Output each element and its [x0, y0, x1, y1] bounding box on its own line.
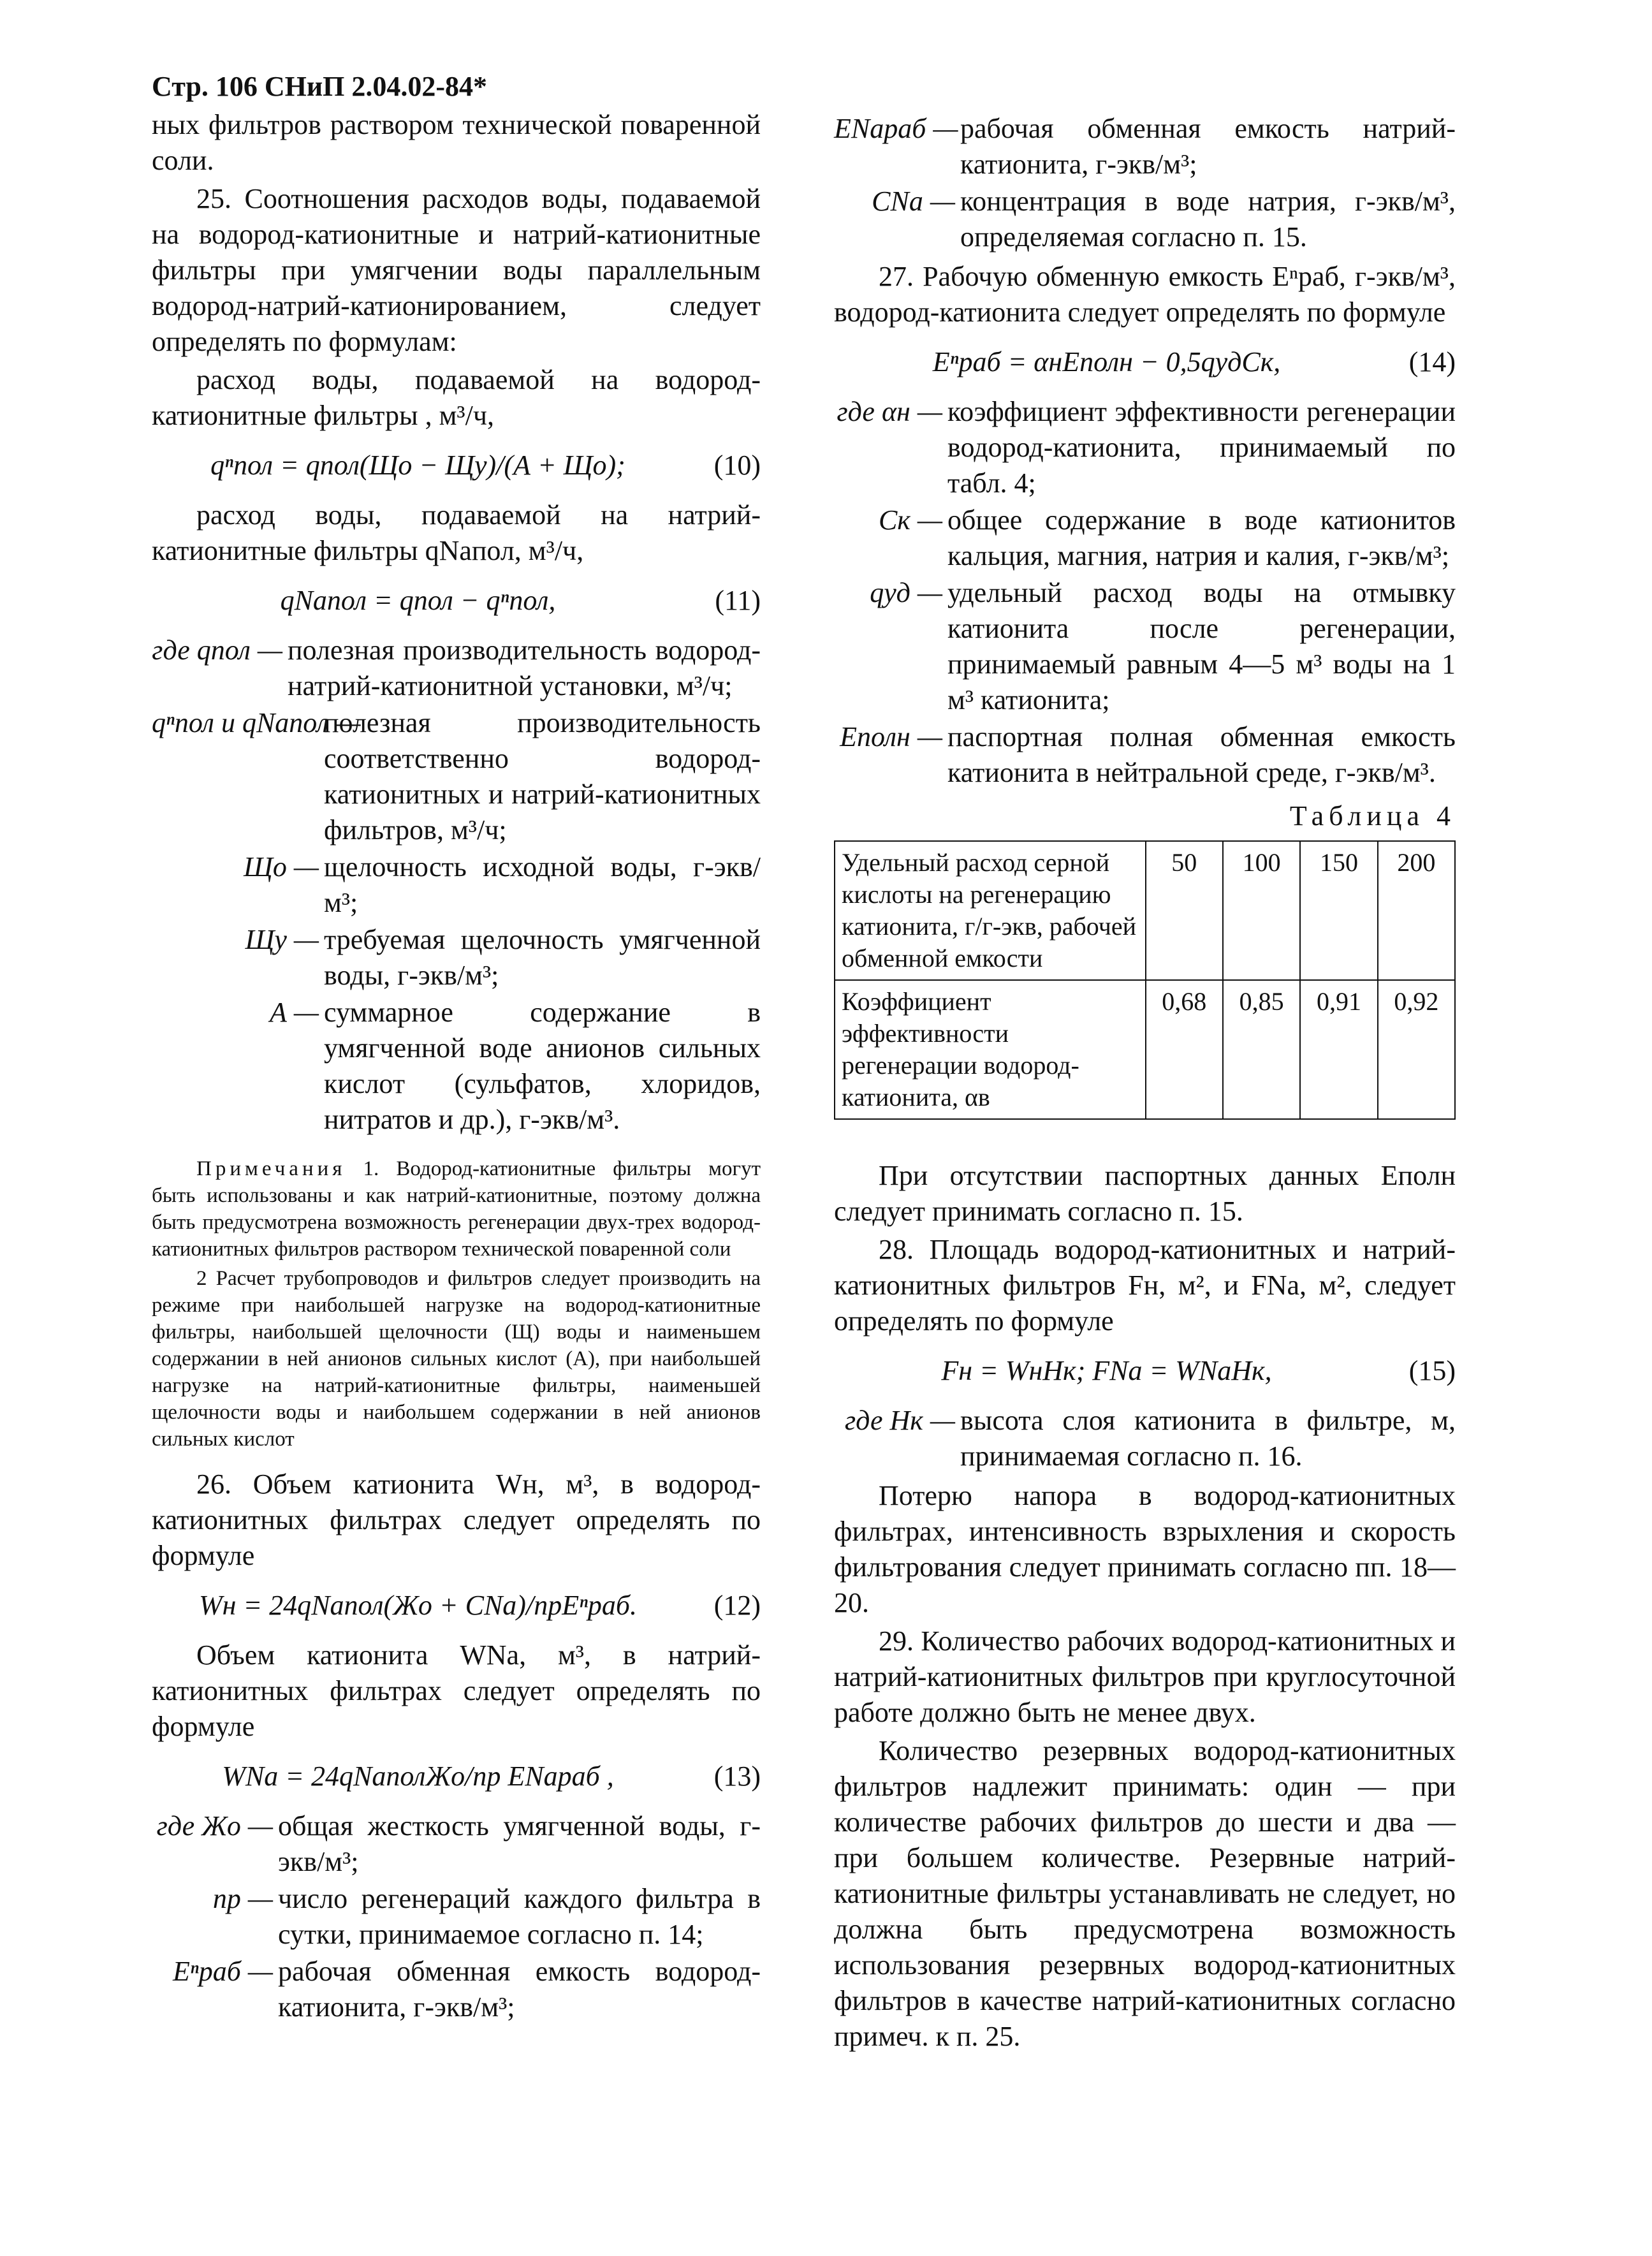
definition-symbol: где qпол — — [152, 634, 282, 666]
table-4 — [834, 840, 1456, 1120]
definition-item — [152, 995, 761, 1138]
formula-14-number: (14) — [1408, 346, 1456, 377]
table-cell: 0,91 — [1300, 980, 1377, 1119]
paragraph-27: 27. Рабочую обменную емкость Eⁿраб, г-экв/м³, водород-катионита следует определять по формуле — [834, 261, 1456, 328]
definition-item — [152, 1808, 761, 1880]
definition-text: полезная производительность соответственно водород-катионитных и натрий-катионитных фильтров, м³/ч; — [324, 707, 761, 846]
formula-15 — [834, 1353, 1456, 1389]
note-1 — [152, 1155, 761, 1263]
formula-13-expr: WNa = 24qNaполЖо/nр ENaраб , — [222, 1761, 614, 1792]
definition-text: коэффициент эффективности регенерации водород-катионита, принимаемый по табл. 4; — [947, 396, 1456, 499]
definition-symbol: Eполн — — [840, 721, 942, 752]
definition-symbol: CNa — — [872, 186, 955, 217]
definition-text: общая жесткость умягченной воды, г-экв/м³; — [278, 1810, 761, 1877]
definition-text: высота слоя катионита в фильтре, м, принимаемая согласно п. 16. — [960, 1405, 1456, 1472]
definition-symbol: qⁿпол и qNaпол — — [152, 707, 361, 738]
note-1-text: 1. Водород-катионитные фильтры могут быть использованы и как натрий-катионитные, поэтому должна быть предусмотрена возможность регенерации двух-трех водород-катионитных фильтров раствором технической поваренной соли — [152, 1157, 761, 1261]
table-cell: 100 — [1223, 841, 1300, 980]
formula-14-expr: Eⁿраб = αнEполн − 0,5qудCк, — [932, 346, 1281, 377]
table-row — [835, 980, 1455, 1119]
definition-text: рабочая обменная емкость натрий-катионита, г-экв/м³; — [960, 113, 1456, 180]
definition-symbol: Що — — [243, 851, 319, 883]
table-row-label: Коэффициент эффективности регенерации водород-катионита, αв — [835, 980, 1146, 1119]
definition-symbol: где Hк — — [845, 1405, 955, 1436]
definition-item — [834, 502, 1456, 574]
definitions-list-3 — [834, 394, 1456, 791]
definition-text: число регенераций каждого фильтра в сутки, принимаемое согласно п. 14; — [278, 1883, 761, 1950]
definition-item — [834, 719, 1456, 791]
table-cell: 0,85 — [1223, 980, 1300, 1119]
formula-12-number: (12) — [713, 1590, 761, 1621]
formula-14 — [834, 344, 1456, 380]
formula-10-number: (10) — [713, 450, 761, 481]
left-column — [152, 107, 761, 2029]
definition-item — [834, 184, 1456, 255]
definition-symbol: Eⁿраб — — [173, 1956, 273, 1987]
definition-text: требуемая щелочность умягченной воды, г-экв/м³; — [324, 924, 761, 991]
formula-11 — [152, 583, 761, 619]
table-cell: 200 — [1378, 841, 1455, 980]
formula-11-expr: qNaпол = qпол − qⁿпол, — [280, 585, 556, 616]
paragraph-26: 26. Объем катионита Wн, м³, в водород-катионитных фильтрах следует определять по формуле — [152, 1469, 761, 1571]
paragraph-28b: Потерю напора в водород-катионитных фильтрах, интенсивность взрыхления и скорость фильтрования следует принимать согласно пп. 18—20. — [834, 1480, 1456, 1618]
definition-text: полезная производительность водород-натрий-катионитной установки, м³/ч; — [288, 634, 761, 701]
paragraph-29b: Количество резервных водород-катионитных фильтров надлежит принимать: один — при количестве рабочих фильтров до шести и два — при большем количестве. Резервные натрий-катионитные фильтры устанавливать не следует, но должна быть предусмотрена возможность использования резервных водород-катионитных фильтров в качестве натрий-катионитных согласно примеч. к п. 25. — [834, 1735, 1456, 2052]
formula-11-number: (11) — [715, 585, 761, 616]
formula-13 — [152, 1759, 761, 1794]
paragraph-25: 25. Соотношения расходов воды, подаваемой на водород-катионитные и натрий-катионитные фильтры при умягчении воды параллельным водород-натрий-катионированием, следует определять по формулам: — [152, 183, 761, 357]
definition-symbol: nр — — [212, 1883, 273, 1914]
definition-item — [152, 633, 761, 704]
table-row — [835, 841, 1455, 980]
formula-15-number: (15) — [1408, 1355, 1456, 1386]
definition-text: паспортная полная обменная емкость катионита в нейтральной среде, г-экв/м³. — [947, 721, 1456, 788]
paragraph-29: 29. Количество рабочих водород-катионитных и натрий-катионитных фильтров при круглосуточной работе должно быть не менее двух. — [834, 1625, 1456, 1728]
definition-item — [152, 1954, 761, 2025]
definition-symbol: Щу — — [245, 924, 319, 955]
paragraph-28: 28. Площадь водород-катионитных и натрий-катионитных фильтров Fн, м², и FNa, м², следует определять по формуле — [834, 1234, 1456, 1337]
definition-text: удельный расход воды на отмывку катионита после регенерации, принимаемый равным 4—5 м³ воды на 1 м³ катионита; — [947, 577, 1456, 715]
definition-item — [152, 1881, 761, 1952]
definition-symbol: где Жо — — [156, 1810, 273, 1842]
formula-12-expr: Wн = 24qNaпол(Жо + CNa)/nрEⁿраб. — [198, 1590, 638, 1621]
definitions-list-0 — [834, 111, 1456, 255]
table-cell: 50 — [1146, 841, 1223, 980]
definition-symbol: А — — [270, 997, 319, 1028]
table-cell: 0,92 — [1378, 980, 1455, 1119]
definition-text: суммарное содержание в умягченной воде анионов сильных кислот (сульфатов, хлоридов, нитратов и др.), г-экв/м³. — [324, 997, 761, 1135]
table-caption: Таблица 4 — [1289, 800, 1456, 831]
notes-block — [152, 1155, 761, 1453]
definition-item — [152, 922, 761, 993]
definition-text: рабочая обменная емкость водород-катионита, г-экв/м³; — [278, 1956, 761, 2023]
definition-symbol: qуд — — [870, 577, 942, 608]
definition-text: общее содержание в воде катионитов кальция, магния, натрия и калия, г-экв/м³; — [947, 504, 1456, 571]
formula-10 — [152, 448, 761, 483]
page-header: Стр. 106 СНиП 2.04.02-84* — [152, 71, 488, 102]
right-column — [834, 107, 1456, 2057]
paragraph-25a: расход воды, подаваемой на водород-катионитные фильтры , м³/ч, — [152, 364, 761, 431]
note-2: 2 Расчет трубопроводов и фильтров следует производить на режиме при наибольшей нагрузке на водород-катионитные фильтры, наибольшей щелочности (Щ) воды и наименьшем содержании в ней анионов сильных кислот (А), при наибольшей нагрузке на натрий-катионитные фильтры, наименьшей щелочности воды и наибольшем содержании в ней анионов сильных кислот — [152, 1267, 761, 1451]
definition-item — [834, 394, 1456, 501]
paragraph-continuation: ных фильтров раствором технической поваренной соли. — [152, 109, 761, 176]
formula-15-expr: Fн = WнHк; FNa = WNaHк, — [941, 1355, 1272, 1386]
definition-item — [152, 705, 761, 848]
definition-item — [834, 111, 1456, 182]
definition-symbol: где αн — — [837, 396, 942, 427]
definitions-list-2 — [152, 1808, 761, 2025]
definition-text: щелочность исходной воды, г-экв/м³; — [324, 851, 761, 918]
paragraph-26b: Объем катионита WNa, м³, в натрий-катионитных фильтрах следует определять по формуле — [152, 1639, 761, 1742]
table-row-label: Удельный расход серной кислоты на регенерацию катионита, г/г-экв, рабочей обменной емкости — [835, 841, 1146, 980]
formula-10-expr: qⁿпол = qпол(Що − Щу)/(А + Що); — [210, 450, 625, 481]
definition-text: концентрация в воде натрия, г-экв/м³, определяемая согласно п. 15. — [960, 186, 1456, 253]
notes-title: Примечания — [196, 1157, 346, 1180]
definitions-list-1 — [152, 633, 761, 1138]
definition-item — [834, 575, 1456, 718]
paragraph-after-table: При отсутствии паспортных данных Eполн следует принимать согласно п. 15. — [834, 1160, 1456, 1227]
definition-symbol: Cк — — [878, 504, 942, 536]
formula-12 — [152, 1588, 761, 1623]
paragraph-25b: расход воды, подаваемой на натрий-катионитные фильтры qNaпол, м³/ч, — [152, 499, 761, 566]
formula-13-number: (13) — [713, 1761, 761, 1792]
definition-symbol: ENaраб — — [834, 113, 958, 144]
definitions-list-4 — [834, 1403, 1456, 1474]
table-cell: 0,68 — [1146, 980, 1223, 1119]
table-cell: 150 — [1300, 841, 1377, 980]
definition-item — [152, 849, 761, 921]
definition-item — [834, 1403, 1456, 1474]
